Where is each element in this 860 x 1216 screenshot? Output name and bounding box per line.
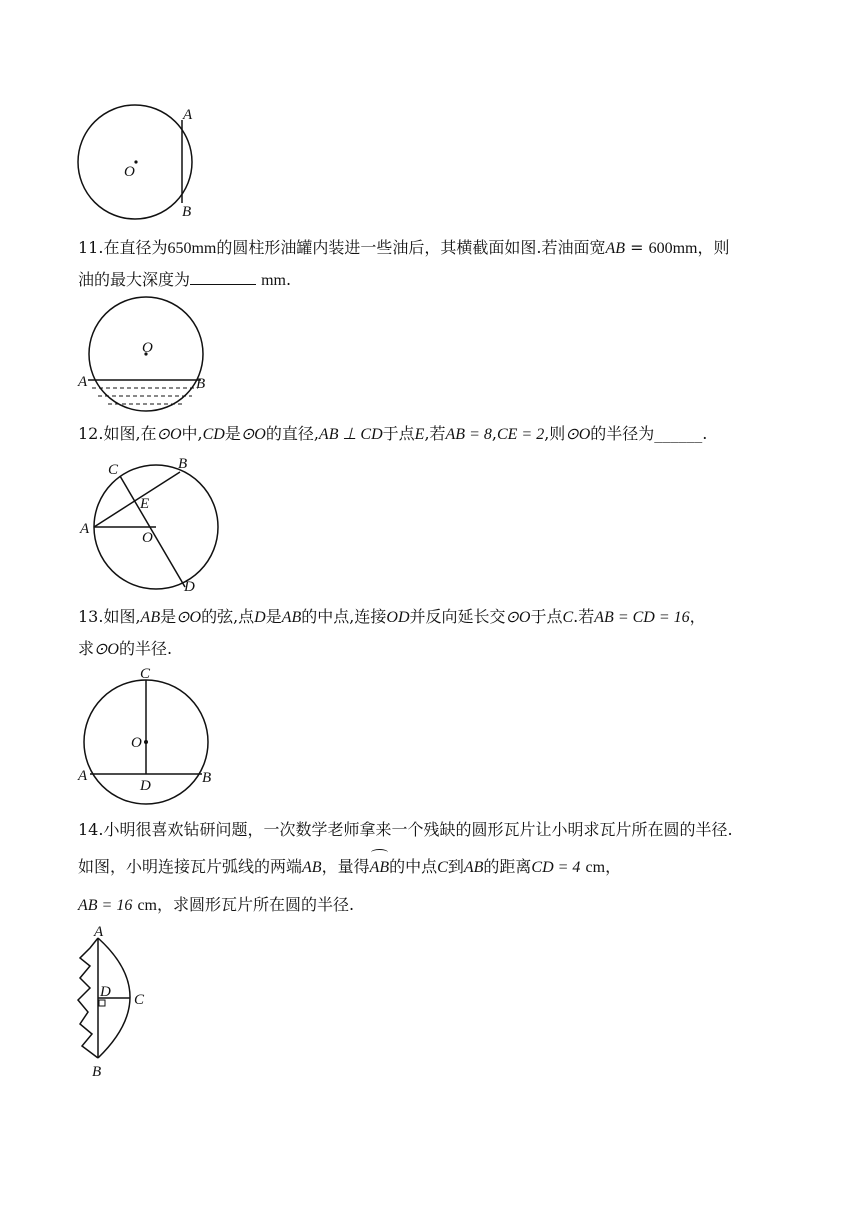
math-ab: AB (78, 897, 98, 914)
math-ab: AB (281, 609, 302, 626)
question-11-line1 (78, 232, 778, 264)
math-cd: CD (202, 426, 225, 443)
math-ce-2: CE = 2 (496, 426, 545, 443)
label-b: B (92, 1064, 102, 1080)
question-14-line3 (78, 889, 798, 921)
question-12 (78, 418, 798, 450)
period: . (286, 270, 292, 289)
diameter-value: 650mm (167, 240, 217, 257)
text: 中, (181, 424, 203, 443)
math-circle-o: ⊙O (240, 426, 266, 443)
comma: , (491, 424, 497, 443)
text: 油的最大深度为 (78, 270, 191, 289)
figure-svg (66, 922, 166, 1082)
text: 如图，小明连接瓦片弧线的两端 (78, 857, 303, 876)
text: 的中点 (389, 857, 438, 876)
math-d: D (254, 609, 266, 626)
question-number: 11. (78, 238, 104, 257)
math-c: C (562, 609, 574, 626)
text: 的中点,连接 (301, 607, 387, 626)
text: 的直径, (265, 424, 319, 443)
unit: mm (261, 272, 286, 289)
question-11-line2 (78, 264, 778, 296)
math-ab: AB (140, 609, 161, 626)
math-circle-o: ⊙O (565, 426, 591, 443)
label-o: O (131, 735, 142, 751)
text: ,则 (544, 424, 566, 443)
text: ， (605, 857, 622, 876)
math-ab: AB (463, 859, 484, 876)
figure-svg (76, 452, 226, 597)
question-13-line1 (78, 601, 798, 633)
answer-blank[interactable]: ______ (654, 424, 703, 443)
figure-circle-perpendicular (76, 668, 226, 798)
question-14 (78, 814, 798, 921)
unit-cm: cm (137, 897, 157, 914)
math-c: C (437, 859, 448, 876)
text: 是 (265, 607, 282, 626)
math-od: OD (386, 609, 410, 626)
text: ， (689, 607, 706, 626)
question-14-line1 (78, 814, 798, 845)
text: ，则 (697, 238, 730, 257)
label-o: O (142, 530, 153, 546)
math-perpendicular: AB ⊥ CD (318, 426, 383, 443)
label-d: D (184, 579, 195, 595)
text: ，求圆形瓦片所在圆的半径. (156, 895, 355, 914)
text: 的半径为 (590, 424, 655, 443)
question-number: 12. (78, 424, 104, 443)
text: ，量得 (321, 857, 370, 876)
text: 的距离 (483, 857, 532, 876)
text: 小明很喜欢钻研问题，一次数学老师拿来一个残缺的圆形瓦片让小明求瓦片所在圆的半径. (103, 820, 733, 839)
math-ab: AB (302, 859, 322, 876)
text: 是 (160, 607, 177, 626)
math-circle-o: ⊙O (156, 426, 182, 443)
label-c: C (140, 666, 151, 682)
math-equation: AB = CD = 16 (594, 609, 690, 626)
figure-circle-chord (70, 100, 210, 225)
label-a: A (183, 107, 193, 123)
figure-circle-diameter (76, 452, 226, 597)
answer-blank[interactable] (190, 283, 256, 285)
math-cd: CD (531, 859, 554, 876)
figure-oil-tank (76, 300, 216, 415)
question-11 (78, 232, 778, 296)
text: 于点 (530, 607, 563, 626)
math-arc-ab: AB (370, 852, 390, 883)
text: .若 (573, 607, 595, 626)
text: 于点 (382, 424, 415, 443)
label-o: O (124, 164, 135, 180)
text: 如图, (103, 607, 141, 626)
math-e: E (414, 426, 425, 443)
math-circle-o: ⊙O (94, 641, 119, 658)
period: . (702, 424, 708, 443)
text: 的弦,点 (201, 607, 255, 626)
text: 的半径. (118, 639, 173, 658)
math-circle-o: ⊙O (505, 609, 531, 626)
figure-svg (70, 100, 210, 225)
label-c: C (108, 462, 119, 478)
label-a: A (80, 521, 90, 537)
figure-broken-tile (66, 922, 166, 1082)
math-cd-value: = 4 (553, 859, 581, 876)
label-d: D (100, 984, 111, 1000)
math-ab-value: = 16 (97, 897, 133, 914)
label-a: A (94, 924, 104, 940)
label-a: A (78, 374, 88, 390)
math-ab: AB (605, 240, 625, 257)
label-a: A (78, 768, 88, 784)
label-b: B (182, 204, 192, 220)
unit-cm: cm (585, 859, 606, 876)
label-o: O (142, 340, 153, 356)
question-number: 14. (78, 820, 104, 839)
label-e: E (140, 496, 150, 512)
label-b: B (196, 376, 206, 392)
question-13 (78, 601, 798, 665)
text: 到 (447, 857, 464, 876)
text: 求 (78, 639, 95, 658)
question-number: 13. (78, 607, 104, 626)
figure-svg (76, 668, 226, 798)
text: 在直径为 (103, 238, 168, 257)
text: 并反向延长交 (409, 607, 506, 626)
label-b: B (202, 770, 212, 786)
question-13-line2 (78, 633, 798, 665)
text: 的圆柱形油罐内装进一些油后，其横截面如图.若油面宽 (216, 238, 606, 257)
label-d: D (140, 778, 151, 794)
equals: = (625, 238, 649, 257)
label-b: B (178, 456, 188, 472)
width-value: 600mm (648, 240, 698, 257)
math-ab-8: AB = 8 (445, 426, 492, 443)
math-circle-o: ⊙O (176, 609, 202, 626)
text: 如图,在 (103, 424, 157, 443)
text: 是 (224, 424, 241, 443)
text: ,若 (424, 424, 446, 443)
question-14-line2 (78, 851, 798, 883)
label-c: C (134, 992, 145, 1008)
figure-svg (76, 300, 216, 415)
